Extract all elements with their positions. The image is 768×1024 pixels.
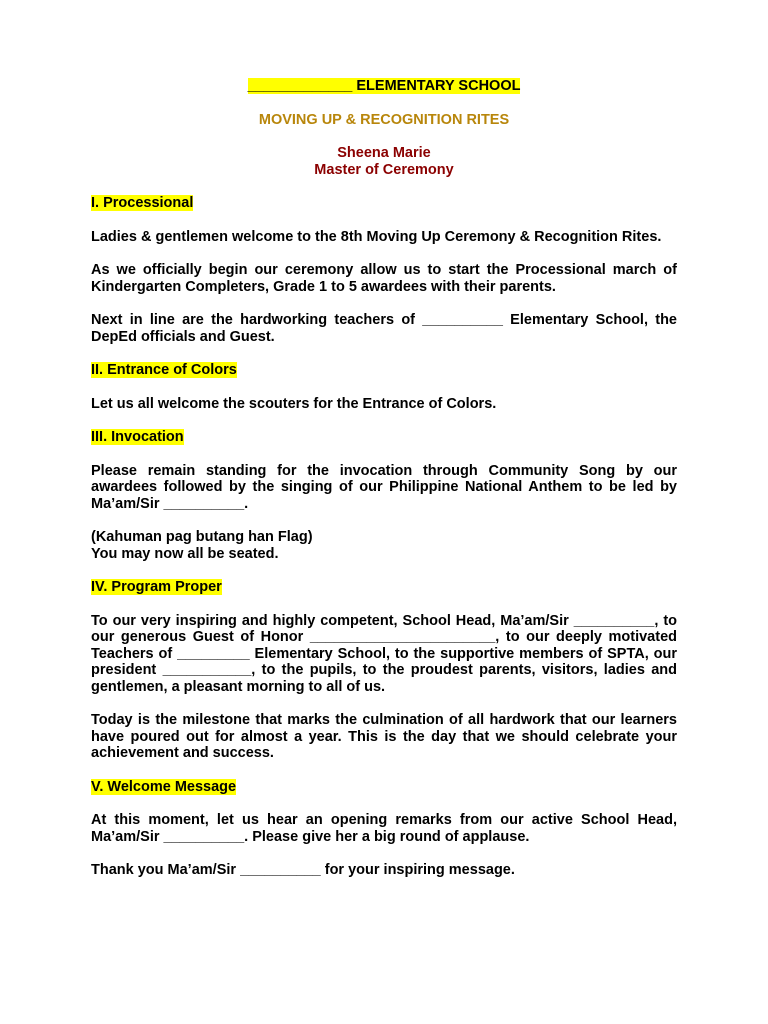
school-title — [91, 78, 677, 95]
welcome-paragraph-2: Thank you Ma’am/Sir __________ for your inspiring message. — [91, 862, 515, 878]
school-label: ELEMENTARY SCHOOL — [352, 78, 521, 94]
heading-text: I. Processional — [91, 195, 194, 211]
rites-title: MOVING UP & RECOGNITION RITES — [258, 111, 510, 128]
processional-paragraph-1: Ladies & gentlemen welcome to the 8th Moving Up Ceremony & Recognition Rites. — [91, 228, 662, 245]
heading-text: II. Entrance of Colors — [91, 362, 237, 378]
invocation-paragraph-1: Please remain standing for the invocation through Community Song by our awardees followed by the singing of our Philippine National Anthem to be led by Ma’am/Sir __________. — [91, 462, 677, 512]
invocation-seated: You may now all be seated. — [91, 545, 279, 562]
processional-paragraph-2: As we officially begin our ceremony allow us to start the Processional march of Kindergarten Completers, Grade 1 to 5 awardees with their parents. — [91, 262, 677, 295]
heading-text: IV. Program Proper — [91, 579, 222, 595]
processional-paragraph-3: Next in line are the hardworking teachers of __________ Elementary School, the DepEd officials and Guest. — [91, 312, 677, 345]
heading-text: V. Welcome Message — [91, 778, 237, 795]
invocation-note: (Kahuman pag butang han Flag) — [91, 529, 313, 545]
program-paragraph-1: To our very inspiring and highly competent, School Head, Ma’am/Sir __________, to our generous Guest of Honor _______________________, to our deeply motivated Teachers of _________ Elementary School, to the supportive members of SPTA, our president ___________, to the pupils, to the proudest parents, visitors, ladies and gentlemen, a pleasant morning to all of us. — [91, 612, 677, 695]
school-title-highlight — [248, 78, 521, 94]
program-script-page — [91, 78, 677, 896]
section-heading-welcome-message — [91, 779, 677, 796]
section-heading-invocation — [91, 429, 677, 446]
section-heading-processional — [91, 195, 677, 212]
mc-role: Master of Ceremony — [314, 161, 454, 178]
section-heading-entrance-of-colors — [91, 362, 677, 379]
colors-paragraph-1: Let us all welcome the scouters for the Entrance of Colors. — [91, 395, 497, 412]
program-paragraph-2: Today is the milestone that marks the culmination of all hardwork that our learners have poured out for almost a year. This is the day that we should celebrate your achievement and success. — [91, 712, 677, 761]
school-name-blank: _____________ — [247, 78, 353, 94]
master-of-ceremony-block — [91, 145, 677, 178]
section-heading-program-proper — [91, 579, 677, 596]
welcome-paragraph-1: At this moment, let us hear an opening remarks from our active School Head, Ma’am/Sir __________. Please give her a big round of applause. — [91, 812, 677, 845]
heading-text: III. Invocation — [91, 429, 184, 445]
mc-name: Sheena Marie — [337, 145, 431, 161]
